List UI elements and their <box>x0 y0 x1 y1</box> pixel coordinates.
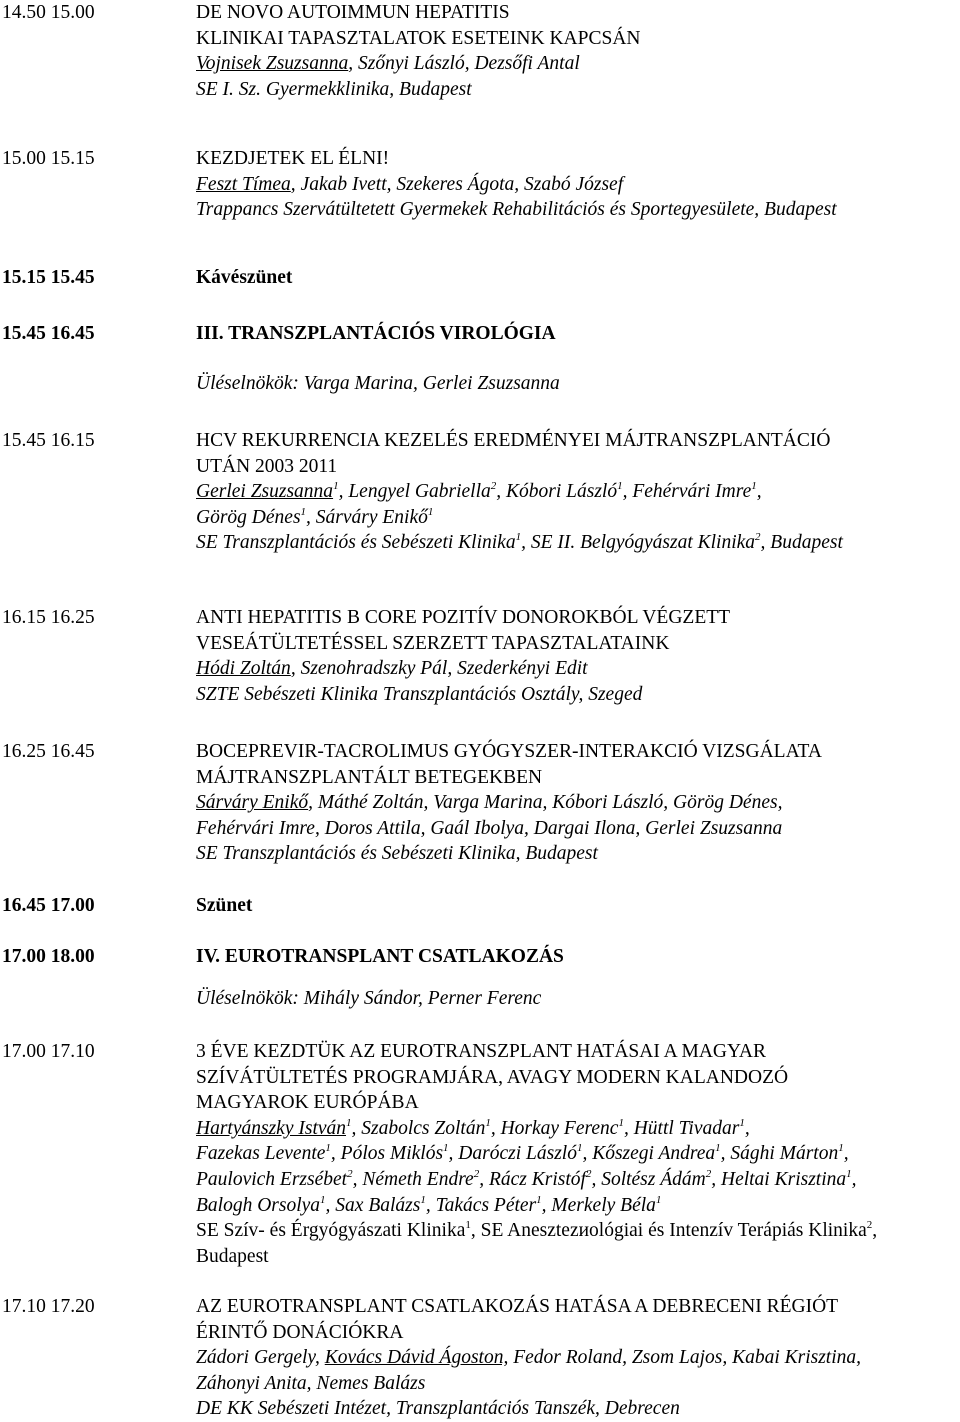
presenter-name: Hódi Zoltán <box>196 658 291 680</box>
time-slot: 15.45 16.45 <box>2 323 95 344</box>
affiliation-index: 1 <box>536 1193 542 1206</box>
affiliation: SZTE Sebészeti Klinika Transzplantációs Osztály, Szeged <box>196 683 643 705</box>
talk-title: 3 ÉVE KEZDTÜK AZ EUROTRANSZPLANT HATÁSAI A MAGYAR <box>196 1041 767 1062</box>
affiliation-index: 2 <box>755 531 761 544</box>
affiliation-index: 1 <box>576 1142 583 1155</box>
affiliation-index: 1 <box>420 1193 426 1206</box>
presenter-name: Feszt Tímea <box>196 173 291 195</box>
authors-line <box>196 1167 956 1193</box>
authors-line <box>196 656 956 682</box>
affiliation-index: 1 <box>618 1116 624 1129</box>
authors-line <box>196 1345 956 1371</box>
affiliation-index: 1 <box>846 1167 852 1180</box>
section-title: III. TRANSZPLANTÁCIÓS VIROLÓGIA <box>196 323 556 344</box>
talk-title: AZ EUROTRANSPLANT CSATLAKOZÁS HATÁSA A DEBRECENI RÉGIÓT <box>196 1296 839 1317</box>
affiliation-index: 1 <box>320 1193 326 1206</box>
talk-title: DE NOVO AUTOIMMUN HEPATITIS <box>196 2 510 23</box>
authors-line <box>196 1141 956 1167</box>
talk-title: UTÁN 2003 2011 <box>196 455 338 477</box>
time-slot: 15.15 15.45 <box>2 267 95 288</box>
affiliation-part: , <box>872 1220 878 1242</box>
co-author: , <box>843 1143 849 1165</box>
affiliation-index: 1 <box>739 1116 745 1129</box>
affiliation-index: 1 <box>655 1193 662 1206</box>
time-slot: 17.00 18.00 <box>2 946 95 967</box>
affiliation-part: , Budapest <box>760 532 843 554</box>
authors-line <box>196 479 956 505</box>
affiliation-index: 2 <box>866 1219 873 1232</box>
affiliation-index: 1 <box>751 480 757 493</box>
affiliation-part: SE Szív- és Érgyógyászati Klinika <box>196 1220 466 1242</box>
affiliation-index: 1 <box>617 480 623 493</box>
talk-title: BOCEPREVIR-TACROLIMUS GYÓGYSZER-INTERAKCIÓ VIZSGÁLATA <box>196 741 822 762</box>
presenter-name: Kovács Dávid Ágoston, <box>324 1347 509 1369</box>
affiliation-index: 1 <box>333 480 339 493</box>
authors-line <box>196 172 956 198</box>
co-author: , Sax Balázs <box>325 1194 421 1216</box>
affiliation-index: 1 <box>465 1219 471 1232</box>
affiliation-index: 1 <box>427 505 434 518</box>
affiliation: SE Transzplantációs és Sebészeti Klinika, Budapest <box>196 843 598 865</box>
co-author: , Kőszegi Andrea <box>582 1143 716 1165</box>
co-author: , Kóbori László <box>496 481 618 503</box>
affiliation: SE I. Sz. Gyermekklinika, Budapest <box>196 78 472 100</box>
authors-line <box>196 1116 956 1142</box>
affiliation <box>196 530 956 556</box>
affiliation-index: 2 <box>585 1167 592 1180</box>
talk-title: KEZDJETEK EL ÉLNI! <box>196 148 390 169</box>
affiliation-index: 1 <box>325 1142 331 1155</box>
co-author: , <box>851 1168 857 1190</box>
co-authors: , Jakab Ivett, Szekeres Ágota, Szabó József <box>290 173 624 195</box>
time-slot: 15.00 15.15 <box>2 148 95 169</box>
co-author: , Rácz Kristóf <box>479 1168 586 1190</box>
time-slot: 16.15 16.25 <box>2 607 95 628</box>
session-chairs: Üléselnökök: Varga Marina, Gerlei Zsuzsanna <box>196 372 560 394</box>
co-author: , Pólos Miklós <box>330 1143 444 1165</box>
co-authors: Fedor Roland, Zsom Lajos, Kabai Krisztina, <box>508 1347 862 1369</box>
affiliation-index: 2 <box>473 1167 480 1180</box>
session-chairs: Üléselnökök: Mihály Sándor, Perner Ferenc <box>196 987 542 1009</box>
co-authors: , Szőnyi László, Dezsőfi Antal <box>348 53 580 75</box>
affiliation-index: 1 <box>346 1116 352 1129</box>
affiliation: DE KK Sebészeti Intézet, Transzplantációs Tanszék, Debrecen <box>196 1398 680 1420</box>
time-slot: 16.45 17.00 <box>2 895 95 916</box>
time-slot: 15.45 16.15 <box>2 430 95 451</box>
affiliation: Trappancs Szervátültetett Gyermekek Rehabilitációs és Sportegyesülete, Budapest <box>196 199 837 221</box>
co-authors: Zádori Gergely, <box>196 1347 325 1369</box>
co-author: Görög Dénes <box>196 506 301 528</box>
co-author: , Horkay Ferenc <box>490 1117 619 1139</box>
co-author: , <box>744 1117 750 1139</box>
co-author: Paulovich Erzsébet <box>196 1168 348 1190</box>
affiliation-index: 1 <box>300 505 307 518</box>
affiliation: Budapest <box>196 1245 269 1267</box>
affiliation-index: 1 <box>515 531 522 544</box>
co-author: Fazekas Levente <box>196 1143 326 1165</box>
section-title: IV. EUROTRANSPLANT CSATLAKOZÁS <box>196 946 564 967</box>
talk-title: HCV REKURRENCIA KEZELÉS EREDMÉNYEI MÁJTRANSZPLANTÁCIÓ <box>196 430 831 451</box>
co-author: , Lengyel Gabriella <box>338 481 491 503</box>
co-author: , Sárváry Enikő <box>306 506 428 528</box>
break-label: Kávészünet <box>196 267 293 288</box>
affiliation-index: 1 <box>485 1116 491 1129</box>
affiliation-part: SE Transzplantációs és Sebészeti Klinika <box>196 532 516 554</box>
talk-title: ÉRINTŐ DONÁCIÓKRA <box>196 1321 404 1343</box>
talk-title: ANTI HEPATITIS B CORE POZITÍV DONOROKBÓL VÉGZETT <box>196 607 731 628</box>
co-author: , Takács Péter <box>425 1194 537 1216</box>
affiliation-part: , SE II. Belgyógyászat Klinika <box>521 532 756 554</box>
time-slot: 16.25 16.45 <box>2 741 95 762</box>
talk-title: KLINIKAI TAPASZTALATOK ESETEINK KAPCSÁN <box>196 27 641 49</box>
authors-line <box>196 1193 956 1219</box>
co-author: , Sághi Márton <box>720 1143 839 1165</box>
talk-title: SZÍVÁTÜLTETÉS PROGRAMJÁRA, AVAGY MODERN KALANDOZÓ <box>196 1066 789 1088</box>
authors-line <box>196 51 956 77</box>
talk-title: MAGYAROK EURÓPÁBA <box>196 1092 419 1114</box>
co-author: , Daróczi László <box>448 1143 577 1165</box>
co-author: , Szabolcs Zoltán <box>351 1117 486 1139</box>
authors-line <box>196 790 956 816</box>
affiliation-part: , SE Anesztezиológiai és Intenzív Terápiás Klinika <box>470 1220 867 1242</box>
affiliation-index: 2 <box>347 1167 353 1180</box>
co-author: , Németh Endre <box>352 1168 474 1190</box>
affiliation <box>196 1218 956 1244</box>
co-author: , Merkely Béla <box>541 1194 656 1216</box>
presenter-name: Vojnisek Zsuzsanna <box>196 53 349 75</box>
authors-line: Fehérvári Imre, Doros Attila, Gaál Ibolya, Dargai Ilona, Gerlei Zsuzsanna <box>196 817 783 839</box>
authors-line <box>196 505 956 531</box>
presenter-name: Sárváry Enikő <box>196 792 309 814</box>
presenter-name: Gerlei Zsuzsanna <box>196 481 334 503</box>
affiliation-index: 1 <box>443 1142 449 1155</box>
co-author: , <box>756 481 762 503</box>
co-authors: , Szenohradszky Pál, Szederkényi Edit <box>290 658 588 680</box>
time-slot: 14.50 15.00 <box>2 2 95 23</box>
co-author: , Hüttl Tivadar <box>623 1117 740 1139</box>
co-author: , Heltai Krisztina <box>711 1168 847 1190</box>
co-author: , Fehérvári Imre <box>622 481 752 503</box>
time-slot: 17.00 17.10 <box>2 1041 95 1062</box>
affiliation-index: 1 <box>715 1142 721 1155</box>
co-author: , Soltész Ádám <box>591 1168 706 1190</box>
break-label: Szünet <box>196 895 253 916</box>
co-author: Balogh Orsolya <box>196 1194 321 1216</box>
talk-title: MÁJTRANSZPLANTÁLT BETEGEKBEN <box>196 766 543 788</box>
co-authors: , Máthé Zoltán, Varga Marina, Kóbori László, Görög Dénes, <box>308 792 783 814</box>
talk-title: VESEÁTÜLTETÉSSEL SZERZETT TAPASZTALATAINK <box>196 632 670 654</box>
presenter-name: Hartyánszky István <box>196 1117 347 1139</box>
affiliation-index: 1 <box>838 1142 844 1155</box>
authors-line: Záhonyi Anita, Nemes Balázs <box>196 1372 426 1394</box>
time-slot: 17.10 17.20 <box>2 1296 95 1317</box>
affiliation-index: 2 <box>705 1167 712 1180</box>
affiliation-index: 2 <box>490 480 497 493</box>
